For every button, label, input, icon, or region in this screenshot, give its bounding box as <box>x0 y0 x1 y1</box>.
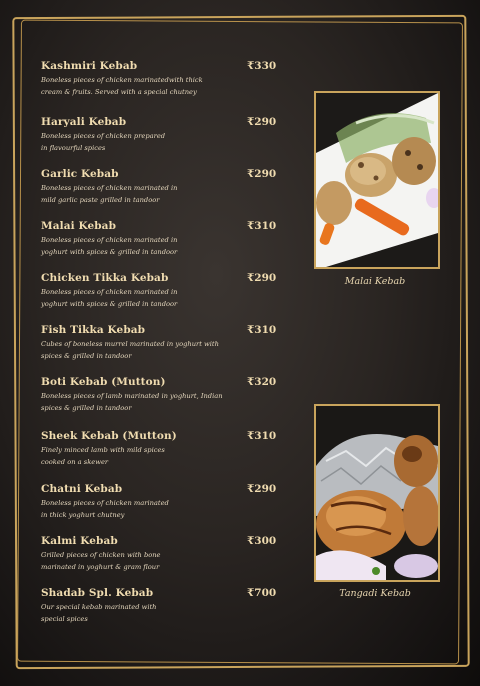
item-price: ₹290 <box>247 168 277 180</box>
item-description: Boneless pieces of chicken marinatedwith thick cream & fruits. Served with a special chutney <box>41 76 203 96</box>
item-price: ₹300 <box>247 535 277 547</box>
item-price: ₹290 <box>247 116 277 128</box>
menu-item <box>41 376 276 414</box>
item-price: ₹310 <box>247 430 277 442</box>
item-name: Chicken Tikka Kebab <box>41 272 169 284</box>
item-price: ₹320 <box>247 376 277 388</box>
menu-item <box>41 430 276 468</box>
tangadi-kebab-photo <box>314 404 440 582</box>
item-description: Boneless pieces of chicken marinated in thick yoghurt chutney <box>41 499 169 519</box>
menu-item <box>41 272 276 310</box>
item-name: Haryali Kebab <box>41 116 127 128</box>
item-description: Boneless pieces of chicken marinated in mild garlic paste grilled in tandoor <box>41 184 178 204</box>
item-description: Our special kebab marinated with special spices <box>41 603 157 623</box>
menu-item <box>41 168 276 206</box>
item-name: Sheek Kebab (Mutton) <box>41 430 177 442</box>
item-description: Grilled pieces of chicken with bone marinated in yoghurt & gram flour <box>41 551 161 571</box>
menu-item <box>41 324 276 362</box>
menu-item <box>41 535 276 573</box>
item-name: Kalmi Kebab <box>41 535 118 547</box>
item-name: Chatni Kebab <box>41 483 123 495</box>
item-name: Fish Tikka Kebab <box>41 324 146 336</box>
item-price: ₹290 <box>247 272 277 284</box>
menu-item <box>41 220 276 258</box>
item-description: Boneless pieces of chicken prepared in flavourful spices <box>41 132 166 152</box>
item-name: Kashmiri Kebab <box>41 60 138 72</box>
item-description: Boneless pieces of chicken marinated in yoghurt with spices & grilled in tandoor <box>41 288 178 308</box>
item-description: Boneless pieces of chicken marinated in yoghurt with spices & grilled in tandoor <box>41 236 178 256</box>
item-description: Boneless pieces of lamb marinated in yoghurt, Indian spices & grilled in tandoor <box>41 392 223 412</box>
item-price: ₹290 <box>247 483 277 495</box>
item-description: Cubes of boneless murrel marinated in yoghurt with spices & grilled in tandoor <box>41 340 219 360</box>
item-name: Malai Kebab <box>41 220 117 232</box>
menu-item <box>41 60 276 98</box>
item-name: Shadab Spl. Kebab <box>41 587 154 599</box>
item-price: ₹700 <box>247 587 277 599</box>
item-description: Finely minced lamb with mild spices cooked on a skewer <box>41 446 165 466</box>
item-price: ₹330 <box>247 60 277 72</box>
malai-kebab-photo <box>314 91 440 269</box>
menu-item <box>41 116 276 154</box>
photo-caption: Malai Kebab <box>344 276 406 287</box>
menu-item <box>41 587 276 625</box>
item-name: Boti Kebab (Mutton) <box>41 376 166 388</box>
menu-item <box>41 483 276 521</box>
item-price: ₹310 <box>247 220 277 232</box>
item-price: ₹310 <box>247 324 277 336</box>
photo-caption: Tangadi Kebab <box>339 588 411 599</box>
item-name: Garlic Kebab <box>41 168 119 180</box>
